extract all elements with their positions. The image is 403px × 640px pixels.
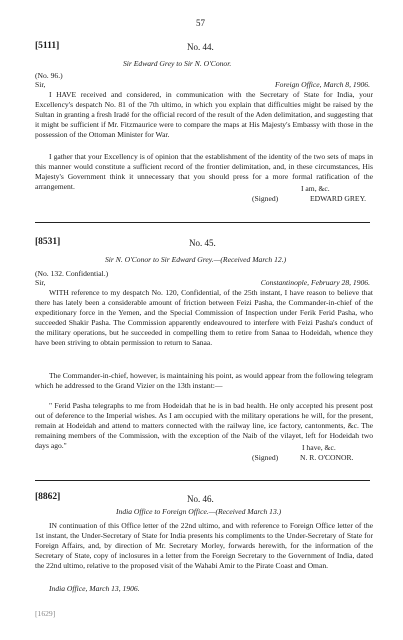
letter-44-signed: (Signed) [252,194,279,203]
letter-45-paragraph-2: The Commander-in-chief, however, is maintaining his point, as would appear from the following telegram which he addressed to the Grand Vizier on the 13th instant:— [35,371,373,391]
letter-45-paragraph-1: WITH reference to my despatch No. 120, Confidential, of the 25th instant, I have reason to believe that there has lately been a considerable amount of friction between Feizi Pasha, the Commander-in-chief of the expeditionary force in the Yemen, and the Special Commission of Inspection under Ferik Ferid Pasha, who succeeded Shakir Pasha. The Commission apparently endeavoured to interfere with Feizi Pasha's conduct of the military operations, but he succeeded in compelling them to retire from Sanaa to Hodeidah, whence they have been striving to obtain permission to return to Sanaa. [35,288,373,348]
letter-45-place-date: Constantinople, February 28, 1906. [260,278,370,287]
letter-44-paragraph-2: I gather that your Excellency is of opinion that the establishment of the identity of the two sets of maps in this manner would constitute a sufficient record of the frontier delimitation, and, in these circumstances, His Majesty's Government think it unnecessary that you should press for a more formal ratification of the arrangement. [35,152,373,192]
letter-44-salutation: Sir, [35,80,46,89]
letter-44-paragraph-1: I HAVE received and considered, in communication with the Secretary of State for India, your Excellency's despatch No. 81 of the 7th ultimo, in which you explain that difficulties might be raised by the Sultan in granting a fresh Iradé for the official record of the result of the Aden delimitation, and suggesting that it might be sufficient if Mr. Fitzmaurice were to compare the maps at His Majesty's Embassy with those in the possession of the Ottoman Minister for War. [35,90,373,140]
letter-45-ref: [8531] [35,237,61,247]
page-number: 57 [196,18,205,28]
letter-44-closing: I am, &c. [301,184,330,193]
letter-45-number: No. 45. [189,238,216,248]
letter-44-number: No. 44. [187,42,214,52]
letter-45-paragraph-3: " Ferid Pasha telegraphs to me from Hodeidah that he is in bad health. He only accepted his present post out of deference to the Imperial wishes. As I am occupied with the military operations he will, for the present, remain at Hodeidah and attend to matters connected with the railway line, ice factory, cantonments, &c. The remaining members of the Commission, with the exception of the Naib of the vilayet, left for Hodeidah two days ago." [35,401,373,451]
letter-45-signed: (Signed) [252,453,279,462]
letter-46-ref: [8862] [35,492,61,502]
letter-46-number: No. 46. [187,494,214,504]
letter-45-closing: I have, &c. [302,443,336,452]
letter-44-doc-no: (No. 96.) [35,71,63,80]
letter-44-heading: Sir Edward Grey to Sir N. O'Conor. [123,59,232,68]
letter-46-paragraph-1: IN continuation of this Office letter of the 22nd ultimo, and with reference to Foreign Office letter of the 1st instant, the Under-Secretary of State for India presents his compliments to the Under-Secretary of State for Foreign Affairs, and, by direction of Mr. Secretary Morley, forwards herewith, for the information of the Secretary of State, copy of inclosures in a letter from the Foreign Secretary to the Government of India, dated the 22nd ultimo, relative to the proposed visit of the Wahabi Amir to the Pirate Coast and Oman. [35,521,373,571]
divider-rule [35,222,370,223]
divider-rule [35,480,370,481]
letter-45-heading: Sir N. O'Conor to Sir Edward Grey.—(Received March 12.) [105,255,287,264]
letter-46-place-date: India Office, March 13, 1906. [49,584,140,593]
letter-44-ref: [5111] [35,41,60,51]
footer-print-code: [1629] [35,609,56,618]
letter-46-heading: India Office to Foreign Office.—(Received March 13.) [116,507,282,516]
letter-45-salutation: Sir, [35,278,46,287]
letter-45-doc-no: (No. 132. Confidential.) [35,269,109,278]
letter-45-signatory: N. R. O'CONOR. [300,453,354,462]
letter-44-signatory: EDWARD GREY. [310,194,366,203]
letter-44-place-date: Foreign Office, March 8, 1906. [275,80,370,89]
